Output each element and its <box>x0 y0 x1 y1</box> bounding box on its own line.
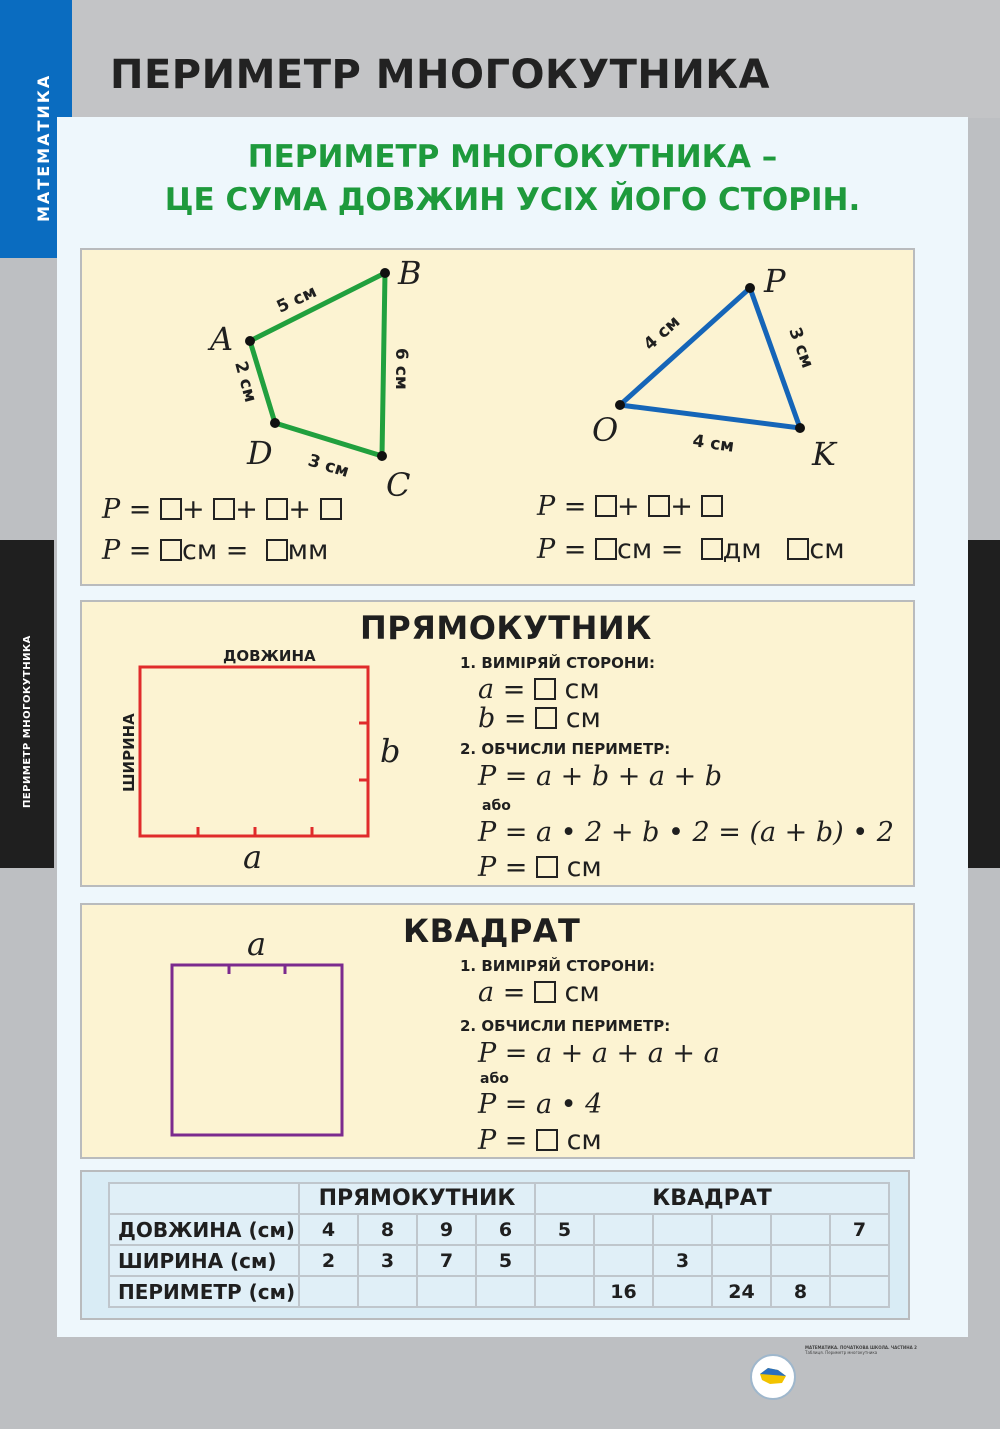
blank-box[interactable] <box>595 495 617 517</box>
blank-box[interactable] <box>595 538 617 560</box>
page-title: ПЕРИМЕТР МНОГОКУТНИКА <box>110 52 770 98</box>
side-a-label: a <box>243 838 263 876</box>
table-cell[interactable] <box>830 1245 889 1276</box>
vertex-o-label: O <box>592 411 619 449</box>
blank-box[interactable] <box>536 856 558 878</box>
table-cell[interactable] <box>712 1214 771 1245</box>
var-p: P <box>478 1125 497 1156</box>
rect-measure-a <box>478 674 600 705</box>
table-cell[interactable] <box>830 1276 889 1307</box>
table-cell[interactable]: 5 <box>535 1214 594 1245</box>
side-ab-label: 5 см <box>273 281 320 318</box>
square-or-label: або <box>480 1071 509 1087</box>
width-label: ШИРИНА <box>120 713 138 792</box>
var-p: P <box>478 852 497 883</box>
table-cell[interactable]: 3 <box>358 1245 417 1276</box>
table-cell[interactable] <box>299 1276 358 1307</box>
vertex-b-label: B <box>398 254 422 292</box>
rect-formula-mult: P = a • 2 + b • 2 = (a + b) • 2 <box>478 817 894 848</box>
table-corner-cell <box>109 1183 299 1214</box>
unit-cm: см <box>564 674 600 705</box>
quad-formula-sum <box>102 494 342 525</box>
equals: = <box>120 535 160 566</box>
table-cell[interactable]: 7 <box>830 1214 889 1245</box>
table-cell[interactable] <box>417 1276 476 1307</box>
vertex-p-dot <box>745 283 755 293</box>
unit-cm: см <box>564 977 600 1008</box>
vertex-d-dot <box>270 418 280 428</box>
table-cell[interactable]: 7 <box>417 1245 476 1276</box>
plus: + <box>616 491 640 522</box>
subject-label: МАТЕМАТИКА <box>34 73 53 222</box>
vertex-d-label: D <box>247 434 273 472</box>
square-formula-mult: P = a • 4 <box>478 1089 603 1120</box>
table-row <box>109 1276 889 1307</box>
table-cell[interactable]: 9 <box>417 1214 476 1245</box>
blank-box[interactable] <box>648 495 670 517</box>
var-a: a <box>478 977 495 1008</box>
unit-cm: см <box>809 534 845 565</box>
table-row-label: ШИРИНА (см) <box>109 1245 299 1276</box>
triangle-formula-units <box>537 534 845 565</box>
table-cell[interactable] <box>594 1245 653 1276</box>
blank-box[interactable] <box>160 539 182 561</box>
unit-cm: см <box>565 703 601 734</box>
square-measure-a <box>478 977 600 1008</box>
square-formula-sum: P = a + a + a + a <box>478 1038 720 1069</box>
table-cell[interactable]: 2 <box>299 1245 358 1276</box>
blank-box[interactable] <box>534 981 556 1003</box>
table-cell[interactable]: 24 <box>712 1276 771 1307</box>
table-cell[interactable]: 5 <box>476 1245 535 1276</box>
table-cell[interactable] <box>535 1245 594 1276</box>
table-cell[interactable] <box>771 1245 830 1276</box>
equals: = <box>555 491 595 522</box>
equals: = <box>496 1125 536 1156</box>
square-diagram <box>80 903 440 1159</box>
vertex-a-label: A <box>210 320 234 358</box>
blank-box[interactable] <box>266 498 288 520</box>
rect-step-1: 1. ВИМІРЯЙ СТОРОНИ: <box>460 654 656 672</box>
perimeter-table <box>108 1182 890 1308</box>
blank-box[interactable] <box>535 707 557 729</box>
blank-box[interactable] <box>701 495 723 517</box>
left-side-label <box>0 540 54 868</box>
publisher-info <box>805 1345 990 1355</box>
table-cell[interactable] <box>653 1276 712 1307</box>
plus: + <box>288 494 312 525</box>
unit-mm: мм <box>287 535 329 566</box>
square-step-1: 1. ВИМІРЯЙ СТОРОНИ: <box>460 957 656 975</box>
table-cell[interactable] <box>771 1214 830 1245</box>
table-cell[interactable] <box>358 1276 417 1307</box>
var-p: P <box>537 534 556 565</box>
square-side-a-label: a <box>247 925 267 963</box>
table-row-label: ДОВЖИНА (см) <box>109 1214 299 1245</box>
definition-line-2: ЦЕ СУМА ДОВЖИН УСІХ ЙОГО СТОРІН. <box>164 182 861 218</box>
plus: + <box>670 491 693 522</box>
side-ok-label: 4 см <box>691 431 736 457</box>
rectangle-diagram <box>80 600 440 887</box>
rectangle-shape <box>140 667 368 836</box>
var-p: P <box>102 535 121 566</box>
equals: = <box>494 977 534 1008</box>
square-shape <box>172 965 342 1135</box>
square-title: КВАДРАТ <box>403 912 581 950</box>
blank-box[interactable] <box>160 498 182 520</box>
vertex-c-label: C <box>386 466 411 504</box>
unit-cm: см = <box>181 535 257 566</box>
table-row-label: ПЕРИМЕТР (см) <box>109 1276 299 1307</box>
vertex-p-label: P <box>764 262 786 300</box>
rect-or-label: або <box>482 798 511 814</box>
table-cell[interactable] <box>476 1276 535 1307</box>
table-cell[interactable]: 6 <box>476 1214 535 1245</box>
vertex-b-dot <box>380 268 390 278</box>
var-a: a <box>478 674 495 705</box>
table-cell[interactable] <box>653 1214 712 1245</box>
unit-dm: дм <box>722 534 762 565</box>
side-pk-label: 3 см <box>784 324 818 371</box>
rect-measure-b <box>478 703 601 734</box>
triangle-opk <box>620 288 800 428</box>
triangle-formula-sum <box>537 491 723 522</box>
equals: = <box>120 494 160 525</box>
definition-line-1: ПЕРИМЕТР МНОГОКУТНИКА – <box>247 139 778 175</box>
equals: = <box>495 703 536 734</box>
footer-line-2: Таблиця. Периметр многокутника <box>805 1350 878 1355</box>
table-cell[interactable]: 8 <box>771 1276 830 1307</box>
footer-line-1: МАТЕМАТИКА. ПОЧАТКОВА ШКОЛА. ЧАСТИНА 2 <box>805 1345 917 1350</box>
table-cell[interactable] <box>535 1276 594 1307</box>
blank-box[interactable] <box>536 1129 558 1151</box>
vertex-k-dot <box>795 423 805 433</box>
side-b-label: b <box>380 732 401 770</box>
blank-box[interactable] <box>320 498 342 520</box>
plus: + <box>235 494 258 525</box>
table-cell[interactable]: 3 <box>653 1245 712 1276</box>
table-group-rectangle: ПРЯМОКУТНИК <box>299 1183 535 1214</box>
side-op-label: 4 см <box>639 311 685 355</box>
blank-box[interactable] <box>534 678 556 700</box>
equals: = <box>496 852 536 883</box>
table-header-row <box>109 1183 889 1214</box>
publisher-logo-icon <box>748 1352 798 1402</box>
unit-cm: см = <box>616 534 692 565</box>
side-cd-label: 3 см <box>305 450 352 482</box>
rect-result <box>478 852 602 883</box>
vertex-a-dot <box>245 336 255 346</box>
unit-cm: см <box>566 1125 602 1156</box>
square-step-2: 2. ОБЧИСЛИ ПЕРИМЕТР: <box>460 1017 671 1035</box>
side-bc-label: 6 см <box>391 348 411 390</box>
rect-step-2: 2. ОБЧИСЛИ ПЕРИМЕТР: <box>460 740 671 758</box>
vertex-o-dot <box>615 400 625 410</box>
rect-formula-sum: P = a + b + a + b <box>478 761 723 792</box>
table-cell[interactable] <box>712 1245 771 1276</box>
table-row <box>109 1214 889 1245</box>
equals: = <box>555 534 595 565</box>
definition <box>57 136 968 222</box>
table-row <box>109 1245 889 1276</box>
unit-cm: см <box>566 852 602 883</box>
quad-formula-units <box>102 535 328 566</box>
table-cell[interactable]: 8 <box>358 1214 417 1245</box>
left-topic-label: ПЕРИМЕТР МНОГОКУТНИКА <box>22 635 33 808</box>
table-cell[interactable]: 16 <box>594 1276 653 1307</box>
table-group-square: КВАДРАТ <box>535 1183 889 1214</box>
square-result <box>478 1125 602 1156</box>
var-p: P <box>102 494 121 525</box>
var-p: P <box>537 491 556 522</box>
plus: + <box>181 494 205 525</box>
table-cell[interactable] <box>594 1214 653 1245</box>
equals: = <box>494 674 534 705</box>
rectangle-title: ПРЯМОКУТНИК <box>360 609 652 647</box>
table-cell[interactable]: 4 <box>299 1214 358 1245</box>
length-label: ДОВЖИНА <box>223 647 316 665</box>
blank-box[interactable] <box>701 538 723 560</box>
blank-box[interactable] <box>266 539 288 561</box>
blank-box[interactable] <box>787 538 809 560</box>
var-b: b <box>478 703 496 734</box>
side-da-label: 2 см <box>230 359 261 405</box>
vertex-c-dot <box>377 451 387 461</box>
vertex-k-label: K <box>812 435 836 473</box>
blank-box[interactable] <box>213 498 235 520</box>
